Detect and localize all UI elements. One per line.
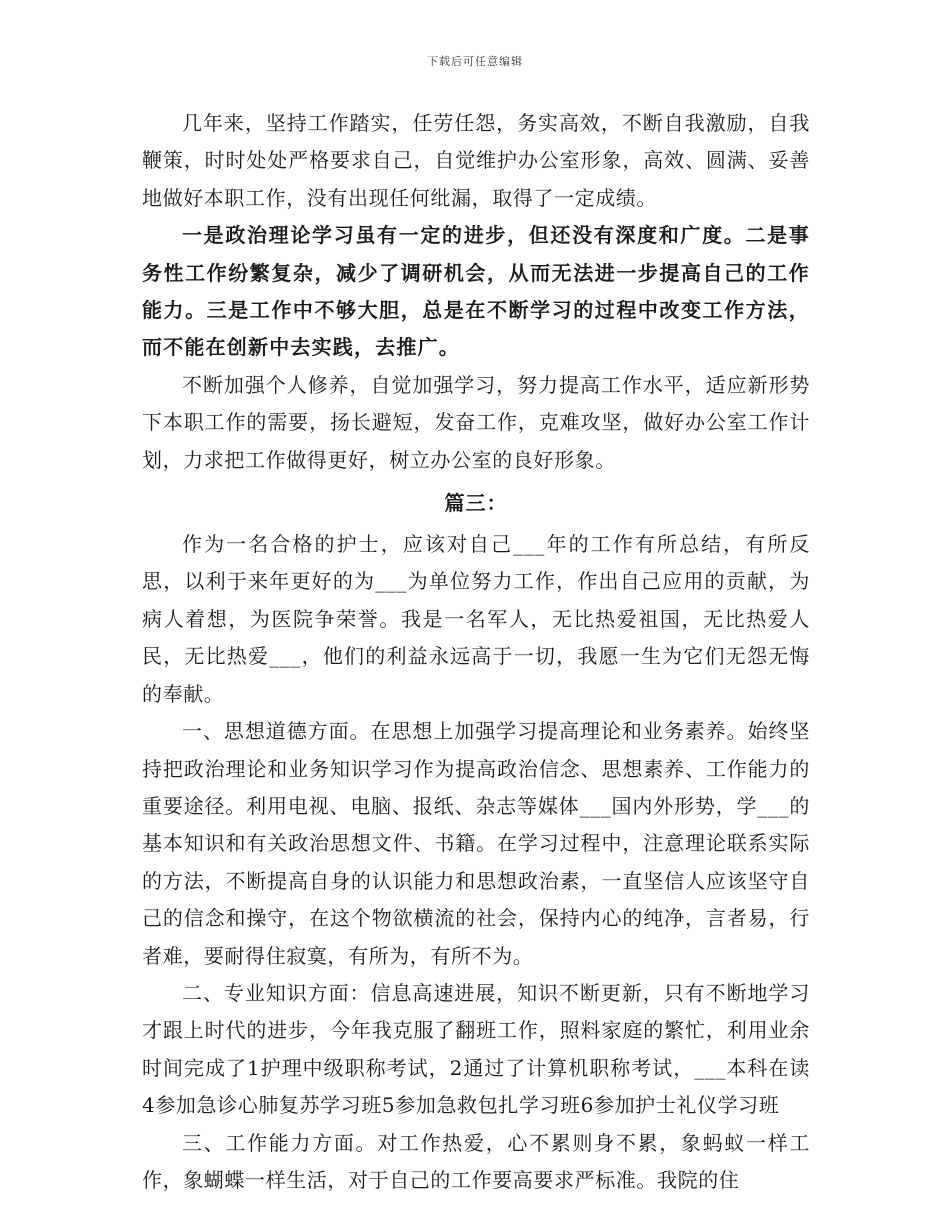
paragraph-ideology: 一、思想道德方面。在思想上加强学习提高理论和业务素养。始终坚持把政治理论和业务知识学习作为提高政治信念、思想素养、工作能力的重要途径。利用电视、电脑、报纸、杂志等媒体___国内外形势，学___的基本知识和有关政治思想文件、书籍。在学习过程中，注意理论联系实际的方法，不断提高自身的认识能力和思想政治素，一直坚信人应该坚守自己的信念和操守，在这个物欲横流的社会，保持内心的纯净，言者易，行者难，要耐得住寂寞，有所为，有所不为。 [142,719,810,968]
paragraph-shortcomings: 一是政治理论学习虽有一定的进步，但还没有深度和广度。二是事务性工作纷繁复杂，减少了调研机会，从而无法进一步提高自己的工作能力。三是工作中不够大胆，总是在不断学习的过程中改变工作方法，而不能在创新中去实践，去推广。 [142,223,810,360]
paragraph-work-ability: 三、工作能力方面。对工作热爱，心不累则身不累，象蚂蚁一样工作，象蝴蝶一样生活，对于自己的工作要高要求严标准。我院的住 [142,1130,810,1192]
page-header: 下载后可任意编辑 [427,55,523,68]
paragraph-professional-knowledge: 二、专业知识方面：信息高速进展，知识不断更新，只有不断地学习才跟上时代的进步，今年我克服了翻班工作，照料家庭的繁忙，利用业余时间完成了1护理中级职称考试，2通过了计算机职称考试，___本科在读4参加急诊心肺复苏学习班5参加急救包扎学习班6参加护士礼仪学习班 [142,980,810,1118]
paragraph-improvement: 不断加强个人修养，自觉加强学习，努力提高工作水平，适应新形势下本职工作的需要，扬长避短，发奋工作，克难攻坚，做好办公室工作计划，力求把工作做得更好，树立办公室的良好形象。 [142,372,810,472]
document-body [142,105,810,1199]
paragraph-nurse-intro: 作为一名合格的护士，应该对自己___年的工作有所总结，有所反思，以利于来年更好的为___为单位努力工作，作出自己应用的贡献，为病人着想，为医院争荣誉。我是一名军人，无比热爱祖国，无比热爱人民，无比热爱___，他们的利益永远高于一切，我愿一生为它们无怨无悔的奉献。 [142,532,810,706]
section-heading: 篇三： [444,491,508,516]
paragraph-work-attitude: 几年来，坚持工作踏实，任劳任怨，务实高效，不断自我激励，自我鞭策，时时处处严格要求自己，自觉维护办公室形象，高效、圆满、妥善地做好本职工作，没有出现任何纰漏，取得了一定成绩。 [142,111,810,210]
